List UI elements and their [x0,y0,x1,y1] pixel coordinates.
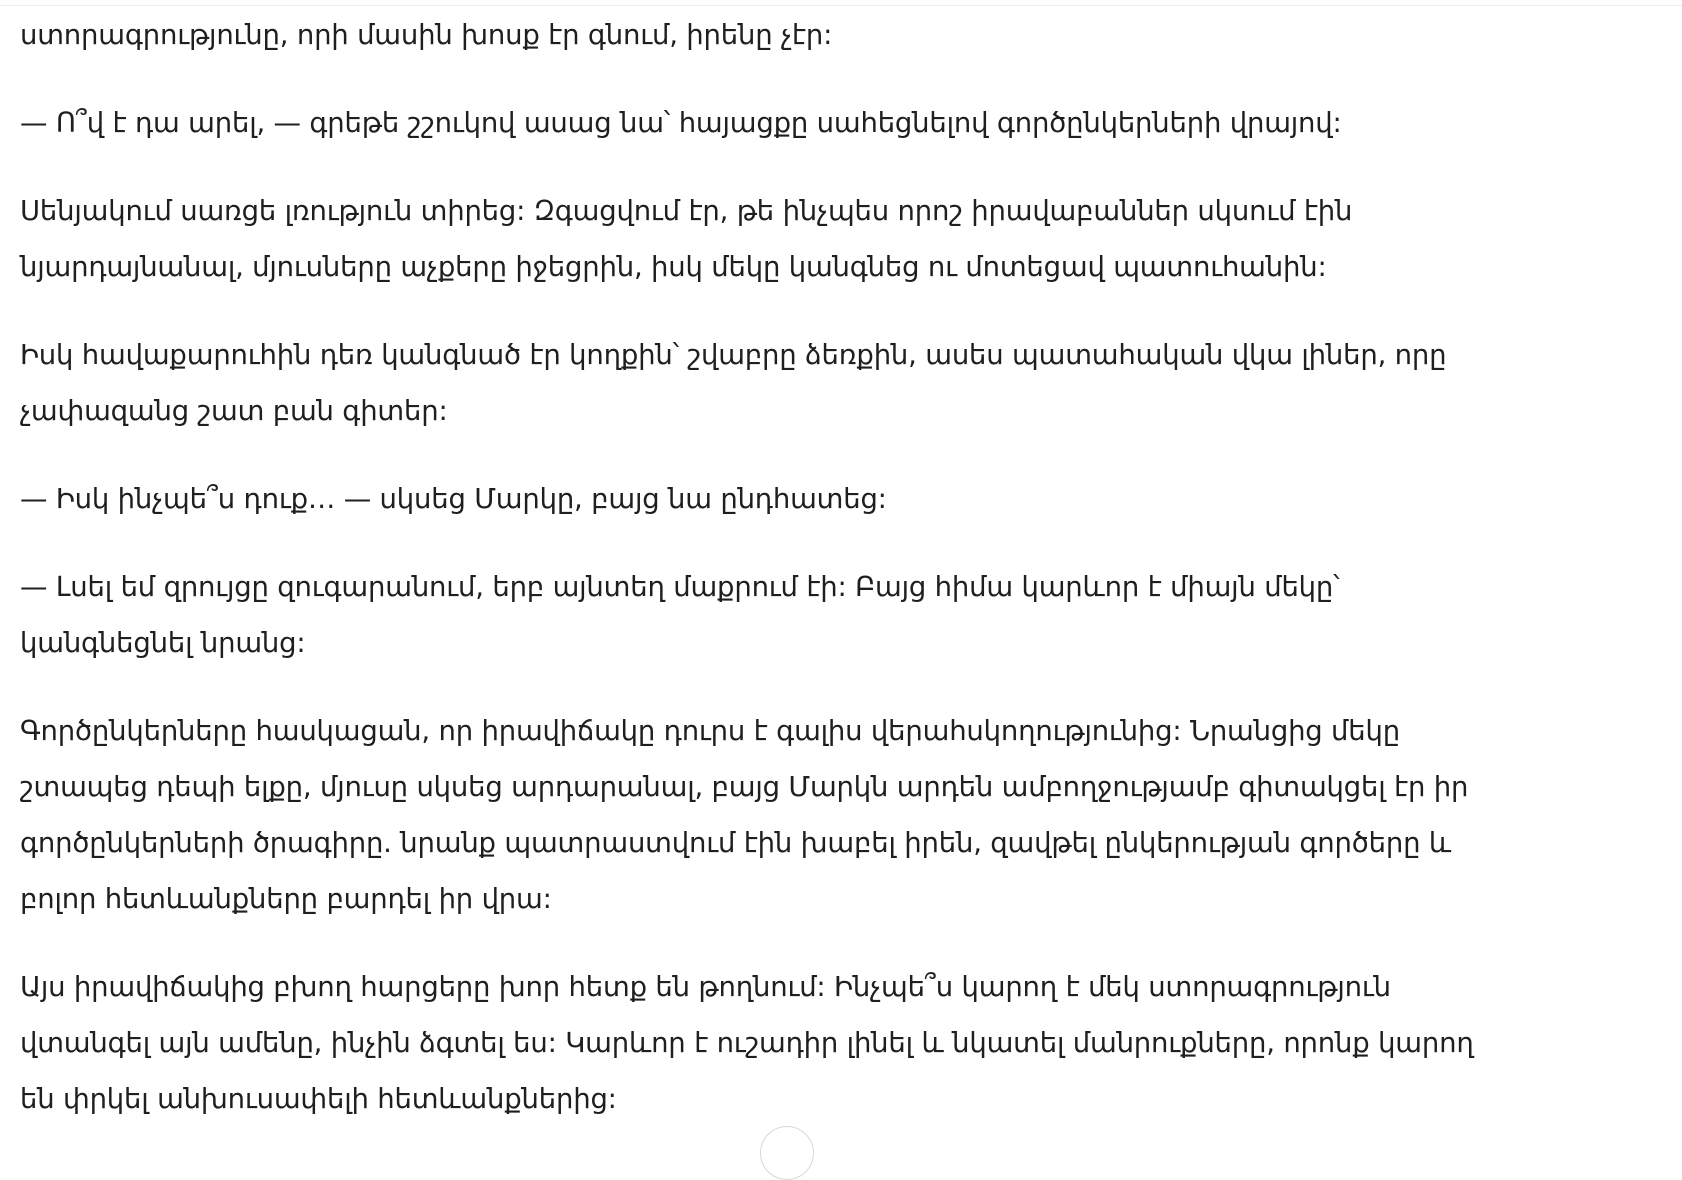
scroll-down-button[interactable] [760,1126,814,1180]
paragraph: Իսկ հավաքարուհին դեռ կանգնած էր կողքին՝ շվաբրը ձեռքին, ասես պատահական վկա լիներ, որը չափազանց շատ բան գիտեր: [20,339,1447,427]
paragraph: ստորագրությունը, որի մասին խոսք էր գնում, իրենը չէր: [20,19,833,51]
paragraph: Գործընկերները հասկացան, որ իրավիճակը դուրս է գալիս վերահսկողությունից: Նրանցից մեկը շտապեց դեպի ելքը, մյուսը սկսեց արդարանալ, բայց Մարկն արդեն ամբողջությամբ գիտակցել էր իր գործընկերների ծրագիրը. նրանք պատրաստվում էին խաբել իրեն, զավթել ընկերության գործերը և բոլոր հետևանքները բարդել իր վրա: [20,715,1469,915]
paragraph: Սենյակում սառցե լռություն տիրեց: Զգացվում էր, թե ինչպես որոշ իրավաբաններ սկսում էին նյարդայնանալ, մյուսները աչքերը իջեցրին, իսկ մեկը կանգնեց ու մոտեցավ պատուհանին: [20,195,1353,283]
paragraph: — Իսկ ինչպե՞ս դուք… — սկսեց Մարկը, բայց նա ընդհատեց: [20,483,887,515]
article-body [20,7,1580,1159]
paragraph: Այս իրավիճակից բխող հարցերը խոր հետք են թողնում: Ինչպե՞ս կարող է մեկ ստորագրություն վտանգել այն ամենը, ինչին ձգտել ես: Կարևոր է ուշադիր լինել և նկատել մանրուքները, որոնք կարող են փրկել անխուսափելի հետևանքներից: [20,971,1474,1115]
top-divider [0,0,1682,6]
paragraph: — Լսել եմ զրույցը զուգարանում, երբ այնտեղ մաքրում էի: Բայց հիմա կարևոր է միայն մեկը՝ կանգնեցնել նրանց: [20,571,1340,659]
paragraph: — Ո՞վ է դա արել, — գրեթե շշուկով ասաց նա՝ հայացքը սահեցնելով գործընկերների վրայով: [20,107,1342,139]
